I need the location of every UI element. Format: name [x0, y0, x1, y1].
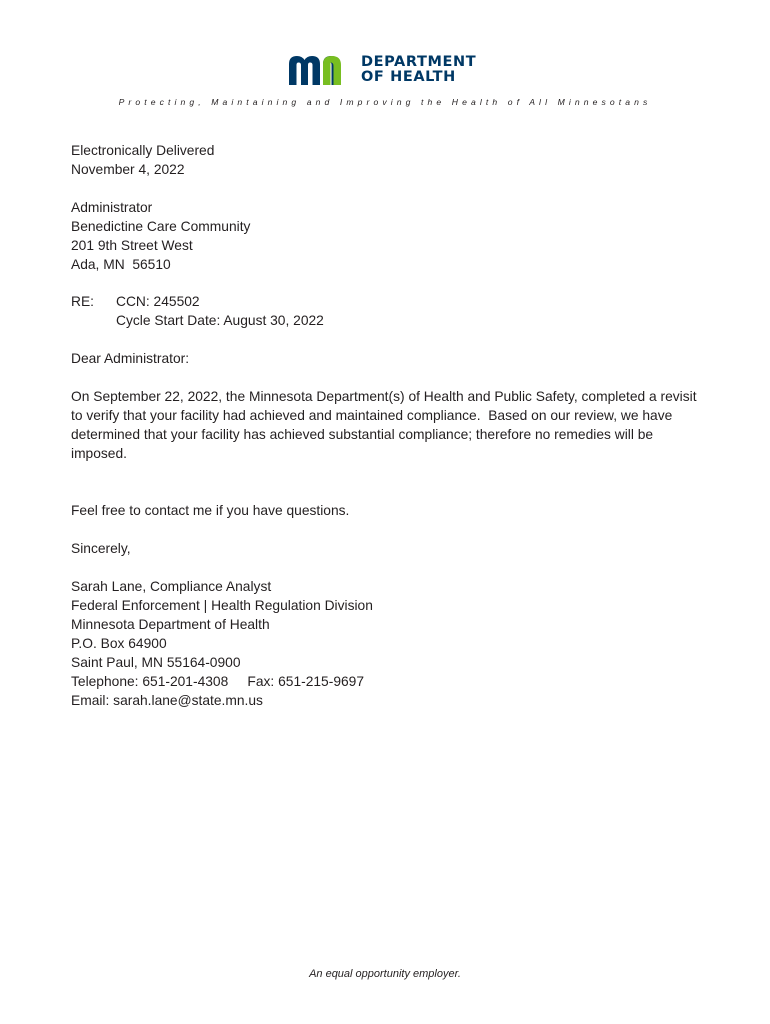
signature-block: [71, 577, 373, 710]
cycle-start-date: Cycle Start Date: August 30, 2022: [116, 313, 324, 328]
signer-email: Email: sarah.lane@state.mn.us: [71, 693, 263, 708]
re-label: RE:: [71, 294, 94, 309]
ccn-number: CCN: 245502: [116, 294, 200, 309]
contact-sentence: Feel free to contact me if you have questions.: [71, 503, 350, 518]
department-logo: [289, 53, 481, 87]
salutation: Dear Administrator:: [71, 351, 190, 366]
signer-department: Minnesota Department of Health: [71, 617, 270, 632]
delivery-block: [71, 141, 214, 179]
delivery-method: Electronically Delivered: [71, 143, 215, 158]
recipient-address: [71, 198, 250, 274]
paragraph-line: determined that your facility has achieved substantial compliance; therefore no remedies will be: [71, 427, 654, 442]
paragraph-line: to verify that your facility had achieved and maintained compliance. Based on our review, we have: [71, 408, 673, 423]
tagline: Protecting, Maintaining and Improving the Health of All Minnesotans: [118, 97, 652, 107]
signer-division: Federal Enforcement | Health Regulation Division: [71, 598, 373, 613]
logo-wordmark: [361, 55, 476, 85]
paragraph-line: imposed.: [71, 446, 127, 461]
mn-logo-icon: [289, 55, 353, 85]
signer-phone-fax: Telephone: 651-201-4308 Fax: 651-215-9697: [71, 674, 365, 689]
body-paragraph: [71, 387, 711, 463]
closing: Sincerely,: [71, 541, 131, 556]
recipient-city: Ada, MN 56510: [71, 257, 171, 272]
signer-po-box: P.O. Box 64900: [71, 636, 167, 651]
recipient-street: 201 9th Street West: [71, 238, 193, 253]
logo-line-2: OF HEALTH: [361, 69, 456, 85]
signer-name-title: Sarah Lane, Compliance Analyst: [71, 579, 272, 594]
signer-city: Saint Paul, MN 55164-0900: [71, 655, 241, 670]
logo-line-1: DEPARTMENT: [361, 54, 477, 70]
re-details: [116, 292, 324, 330]
footer-note: An equal opportunity employer.: [309, 968, 461, 980]
recipient-title: Administrator: [71, 200, 153, 215]
paragraph-line: On September 22, 2022, the Minnesota Department(s) of Health and Public Safety, completed a revisit: [71, 389, 697, 404]
letter-date: November 4, 2022: [71, 162, 185, 177]
recipient-organization: Benedictine Care Community: [71, 219, 251, 234]
